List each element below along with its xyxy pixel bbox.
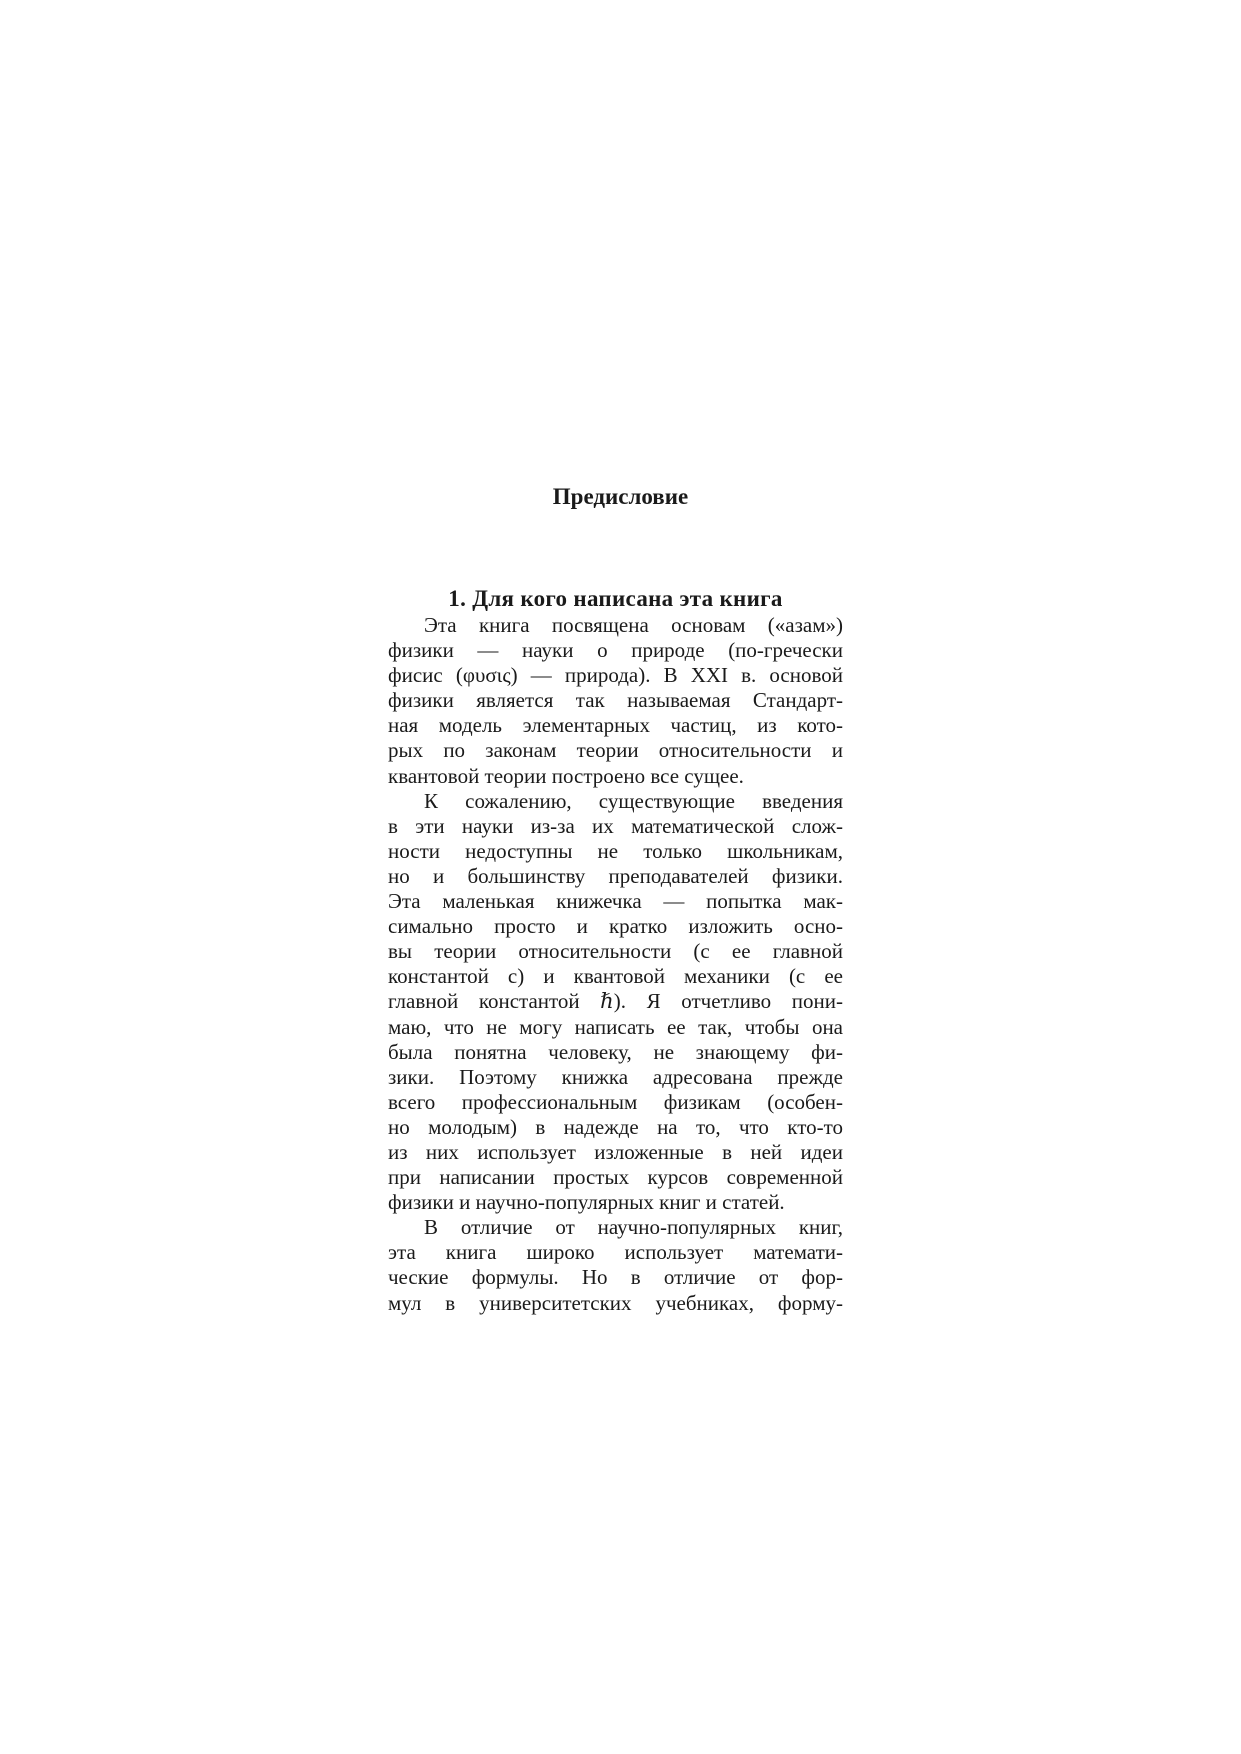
text-line: из них использует изложенные в ней идеи: [388, 1139, 843, 1164]
text-line: ная модель элементарных частиц, из кото-: [388, 713, 843, 738]
text-line: В отличие от научно-популярных книг,: [424, 1215, 843, 1240]
text-line: квантовой теории построено все сущее.: [388, 763, 744, 788]
text-line: при написании простых курсов современной: [388, 1165, 843, 1190]
text-line: мул в университетских учебниках, форму-: [388, 1290, 843, 1315]
text-line: зики. Поэтому книжка адресована прежде: [388, 1064, 843, 1089]
text-line: маю, что не могу написать ее так, чтобы она: [388, 1014, 843, 1039]
paragraph-1: [388, 613, 843, 789]
text-line: Эта маленькая книжечка — попытка мак-: [388, 889, 843, 914]
body-text: [388, 613, 843, 1316]
text-line: в эти науки из-за их математической слож-: [388, 813, 843, 838]
text-line: К сожалению, существующие введения: [424, 788, 843, 813]
text-line: главной константой ℏ). Я отчетливо пони-: [388, 989, 843, 1014]
paragraph-3: [388, 1215, 843, 1315]
text-line: фисис (φυσις) — природа). В XXI в. основой: [388, 663, 843, 688]
text-line: вы теории относительности (с ее главной: [388, 939, 843, 964]
text-line: Эта книга посвящена основам («азам»): [424, 613, 843, 637]
text-line: физики является так называемая Стандарт-: [388, 688, 843, 713]
page-title: Предисловие: [552, 484, 689, 509]
text-line: ческие формулы. Но в отличие от фор-: [388, 1265, 843, 1290]
text-line: эта книга широко использует математи-: [388, 1240, 843, 1265]
text-line: рых по законам теории относительности и: [388, 738, 843, 763]
text-line: физики — науки о природе (по-гречески: [388, 638, 843, 663]
text-line: симально просто и кратко изложить осно-: [388, 914, 843, 939]
section-title: 1. Для кого написана эта книга: [448, 586, 783, 611]
text-line: но и большинству преподавателей физики.: [388, 863, 843, 888]
text-line: константой c) и квантовой механики (с ее: [388, 964, 843, 989]
text-line: была понятна человеку, не знающему фи-: [388, 1039, 843, 1064]
text-line: но молодым) в надежде на то, что кто-то: [388, 1114, 843, 1139]
text-line: ности недоступны не только школьникам,: [388, 838, 843, 863]
paragraph-2: [388, 789, 843, 1216]
text-line: всего профессиональным физикам (особен-: [388, 1089, 843, 1114]
text-line: физики и научно-популярных книг и статей.: [388, 1190, 785, 1215]
